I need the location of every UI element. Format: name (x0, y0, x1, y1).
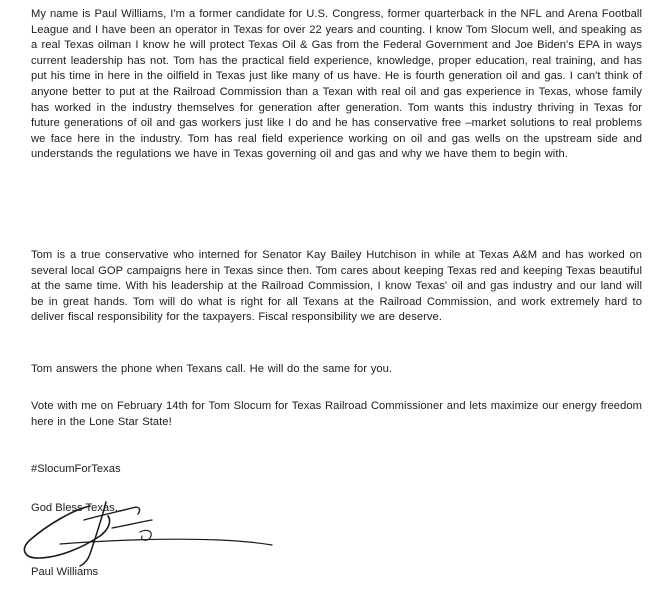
hashtag: #SlocumForTexas (31, 463, 121, 475)
letter-paragraph-1: My name is Paul Williams, I'm a former candidate for U.S. Congress, former quarterback in the NFL and Arena Football League and I have been an operator in Texas for over 22 years and counting. I know Tom Slocum well, and speaking as a real Texas oilman I know he will protect Texas Oil & Gas from the Federal Government and Joe Biden's EPA in ways current leadership has not. Tom has the practical field experience, knowledge, proper education, real training, and has put his time in here in the oilfield in Texas just like many of us have. He is fourth generation oil and gas. I can't think of anyone better to put at the Railroad Commission than a Texan with real oil and gas experience in Texas, whose family has worked in the industry themselves for generation after generation. Tom wants this industry thriving in Texas for future generations of oil and gas workers just like I do and he has conservative free –market solutions to real problems we face here in the industry. Tom has real field experience working on oil and gas wells on the upstream side and understands the regulations we have in Texas governing oil and gas and why we have them to begin with. (31, 8, 642, 161)
handwritten-signature (20, 492, 280, 570)
closing-salutation: God Bless Texas, (31, 502, 118, 514)
signed-name: Paul Williams (31, 566, 99, 578)
letter-paragraph-3: Tom answers the phone when Texans call. He will do the same for you. (31, 363, 393, 375)
letter-paragraph-4: Vote with me on February 14th for Tom Slocum for Texas Railroad Commissioner and lets maximize our energy freedom here in the Lone Star State! (31, 400, 642, 428)
letter-paragraph-2: Tom is a true conservative who interned for Senator Kay Bailey Hutchison in while at Texas A&M and has worked on several local GOP campaigns here in Texas since then. Tom cares about keeping Texas red and keeping Texas beautiful at the same time. With his leadership at the Railroad Commission, I know Texas' oil and gas industry and our land will be in great hands. Tom will do what is right for all Texans at the Railroad Commission, and work extremely hard to deliver fiscal responsibility for the taxpayers. Fiscal responsibility we are deserve. (31, 249, 642, 324)
